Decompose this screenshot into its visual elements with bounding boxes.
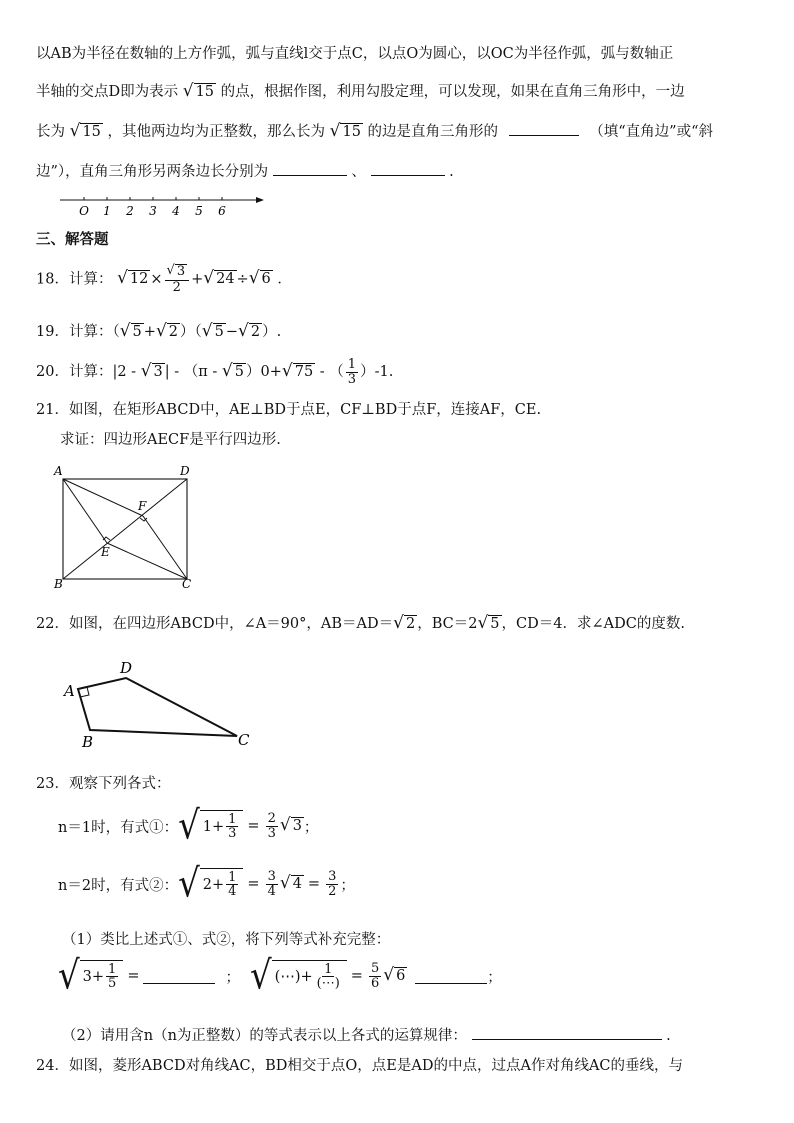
label-A: A: [64, 682, 75, 700]
number-line-label: 5: [195, 204, 203, 218]
q23-title: 23．观察下列各式：: [36, 776, 171, 792]
eq1-label: n＝1时，有式①：: [58, 819, 179, 836]
label-C: C: [238, 731, 250, 749]
label-F: F: [138, 499, 147, 513]
q17-text: 、: [351, 164, 366, 180]
sqrt-6: √ 6: [248, 268, 271, 289]
q23-part2: （2）请用含n（n为正整数）的等式表示以上各式的运算规律： .: [62, 1024, 671, 1045]
q17-text: （填“直角边”或“斜: [589, 124, 713, 140]
sqrt-5: √ 5: [119, 321, 142, 342]
q17-text: ，其他两边均为正整数，那么长为: [107, 124, 326, 140]
answer-blank[interactable]: [273, 161, 347, 176]
q20-label: 20．计算：: [36, 364, 113, 381]
sqrt-expression: √ 1+ $\frac{1}{3}$: [178, 810, 243, 842]
sqrt-3: √ 3: [140, 361, 163, 382]
sqrt-75: √ 75: [281, 361, 314, 382]
q23-part1: （1）类比上述式①、式②，将下列等式补充完整：: [62, 932, 391, 948]
section-title: 三、解答题: [36, 232, 109, 248]
number-line-figure: [58, 190, 268, 218]
q17-text: .: [449, 164, 454, 180]
label-B: B: [82, 733, 94, 751]
q17-line2: [36, 80, 685, 101]
number-line-label: 4: [172, 204, 180, 218]
q24-line1: 24．如图，菱形ABCD对角线AC，BD相交于点O，点E是AD的中点，过点A作对角线AC的垂线，与: [36, 1058, 684, 1074]
q22: [36, 612, 685, 633]
answer-blank[interactable]: [509, 121, 579, 136]
q18-label: 18．计算：: [36, 271, 113, 288]
label-D: D: [120, 659, 133, 677]
q22-text: 22．如图，在四边形ABCD中，∠A＝90°，AB＝AD＝: [36, 616, 394, 632]
number-line-label: 6: [218, 204, 226, 218]
label-D: D: [180, 464, 190, 478]
sqrt-expression: √ (⋯)+ $\frac{1}{(\cdots)}$: [250, 960, 347, 992]
number-line-label: O: [79, 204, 89, 218]
sqrt-12: √ 12: [117, 268, 149, 289]
answer-blank[interactable]: [371, 161, 445, 176]
number-line-label: 1: [103, 204, 111, 218]
quadrilateral-figure: [60, 656, 260, 752]
sqrt-5: √ 5: [221, 361, 244, 382]
frac-1-3: $\frac{1}{3}$: [347, 357, 357, 387]
q17-line3: [36, 120, 713, 141]
q23-eq2: n＝2时，有式②： √ 2+ $\frac{1}{4}$ = $\frac{3}{4}$ √ 4 = $\frac{3}{2}$ ；: [58, 860, 355, 907]
sqrt-2: √ 2: [238, 321, 261, 342]
sqrt-expression: √ 3+ $\frac{1}{5}$: [58, 960, 123, 992]
label-B: B: [54, 577, 63, 590]
q17-text: 的边是直角三角形的: [367, 124, 499, 140]
answer-blank[interactable]: [415, 969, 487, 984]
answer-blank[interactable]: [472, 1025, 662, 1040]
q17-line4: [36, 160, 454, 181]
q21-line1: 21．如图，在矩形ABCD中，AE⊥BD于点E，CF⊥BD于点F，连接AF，CE.: [36, 402, 542, 418]
q23-eq1: n＝1时，有式①： √ 1+ $\frac{1}{3}$ = $\frac{2}{3}$ √ 3 ；: [58, 802, 319, 849]
q17-text: 的点，根据作图，利用勾股定理，可以发现，如果在直角三角形中，一边: [220, 84, 685, 100]
sqrt-2: √ 2: [393, 613, 416, 634]
sqrt-24: √ 24: [203, 268, 235, 289]
q20: 20．计算：|2 - √ 3 | - （π - √ 5 ）0+ √ 75 - （ $\frac{1}{3}$ ）-1.: [36, 357, 394, 387]
eq2-label: n＝2时，有式②：: [58, 877, 179, 894]
q19: 19．计算：（ √ 5 + √ 2 ）（ √ 5 − √ 2 ）.: [36, 321, 282, 342]
q23-fill: √ 3+ $\frac{1}{5}$ = ； √ (⋯)+ $\frac{1}{(\cdots)}$ = $\frac{5}{6}$ √ 6 ；: [58, 952, 502, 999]
frac-sqrt3-over-2: √ 3 2: [165, 264, 190, 295]
sqrt-5: √ 5: [201, 321, 224, 342]
sqrt-expression: √ 2+ $\frac{1}{4}$: [178, 868, 243, 900]
rectangle-figure: [52, 460, 202, 590]
number-line-label: 3: [149, 204, 157, 218]
q17-text: 半轴的交点D即为表示: [36, 84, 179, 100]
q17-text: 边”），直角三角形另两条边长分别为: [36, 164, 269, 180]
q23-part2-text: （2）请用含n（n为正整数）的等式表示以上各式的运算规律：: [62, 1028, 467, 1044]
label-E: E: [101, 545, 110, 559]
q17-line1: 以AB为半径在数轴的上方作弧，弧与直线l交于点C，以点O为圆心，以OC为半径作弧，弧与数轴正: [36, 46, 674, 62]
q22-text: ，CD＝4．求∠ADC的度数.: [501, 616, 685, 632]
q21-line2: 求证：四边形AECF是平行四边形.: [60, 432, 281, 448]
sqrt-15: √ 15: [69, 121, 101, 142]
q18: 18．计算： √ 12 × √ 3 2 + √ 24 ÷ √ 6 ．: [36, 263, 292, 295]
sqrt-15: √ 15: [182, 81, 215, 102]
q19-label: 19．计算：: [36, 324, 113, 340]
sqrt-15: √ 15: [329, 121, 361, 142]
q17-text: 长为: [36, 124, 65, 140]
label-A: A: [54, 464, 63, 478]
answer-blank[interactable]: [143, 969, 215, 984]
number-line-label: 2: [126, 204, 134, 218]
q22-text: ，BC＝2: [417, 616, 478, 632]
label-C: C: [182, 577, 192, 590]
sqrt-5: √ 5: [477, 613, 500, 634]
sqrt-2: √ 2: [155, 321, 179, 342]
